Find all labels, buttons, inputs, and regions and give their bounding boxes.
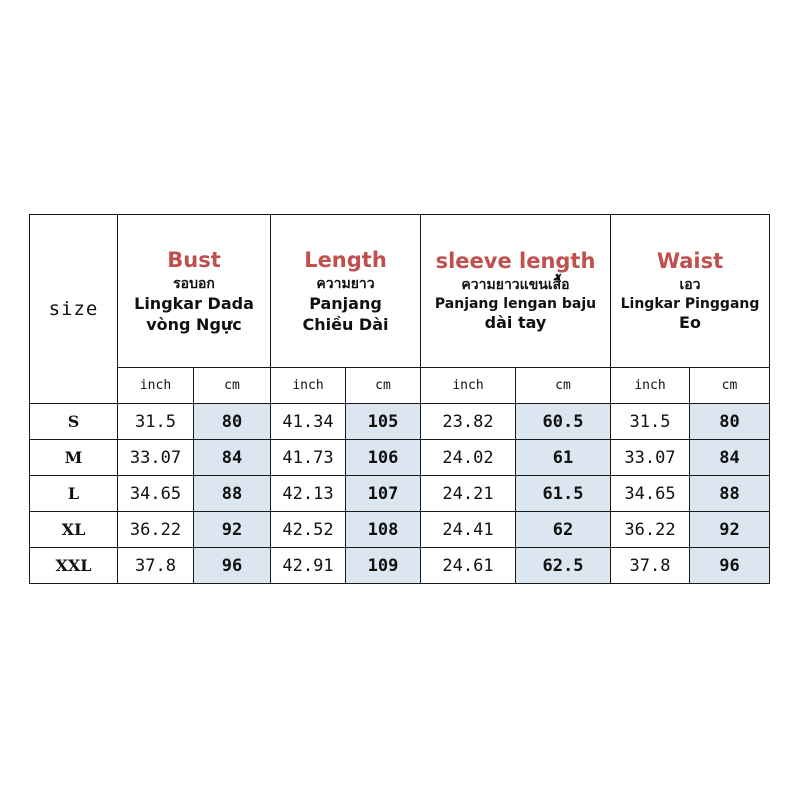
length-inch-unit: inch: [271, 368, 346, 404]
length-cm-value: 106: [346, 440, 421, 476]
waist-cm-value: 96: [690, 548, 770, 584]
bust-thai-label: รอบอก: [173, 276, 215, 293]
length-indonesian-label: Panjang: [309, 294, 382, 314]
bust-inch-value: 31.5: [118, 404, 194, 440]
sleeve-cm-value: 61.5: [516, 476, 611, 512]
length-cm-unit: cm: [346, 368, 421, 404]
bust-title: Bust: [167, 247, 221, 272]
length-inch-value: 41.34: [271, 404, 346, 440]
bust-cm-unit: cm: [194, 368, 271, 404]
length-header: [271, 215, 421, 368]
table-row: [30, 404, 770, 440]
waist-inch-value: 34.65: [611, 476, 690, 512]
sleeve-cm-value: 60.5: [516, 404, 611, 440]
sleeve-inch-unit: inch: [421, 368, 516, 404]
sleeve-inch-value: 23.82: [421, 404, 516, 440]
bust-header: [118, 215, 271, 368]
waist-cm-value: 84: [690, 440, 770, 476]
length-cm-value: 109: [346, 548, 421, 584]
waist-indonesian-label: Lingkar Pinggang: [620, 296, 760, 313]
sleeve-inch-value: 24.61: [421, 548, 516, 584]
bust-inch-value: 33.07: [118, 440, 194, 476]
length-thai-label: ความยาว: [316, 276, 375, 293]
waist-inch-value: 33.07: [611, 440, 690, 476]
table-row: [30, 548, 770, 584]
table-row: [30, 512, 770, 548]
waist-inch-value: 36.22: [611, 512, 690, 548]
bust-cm-value: 80: [194, 404, 271, 440]
sleeve-inch-value: 24.02: [421, 440, 516, 476]
waist-cm-value: 88: [690, 476, 770, 512]
size-label: XXL: [30, 548, 118, 584]
size-label: XL: [30, 512, 118, 548]
length-cm-value: 108: [346, 512, 421, 548]
sleeve-length-indonesian-label: Panjang lengan baju: [434, 296, 597, 313]
bust-cm-value: 84: [194, 440, 271, 476]
waist-title: Waist: [656, 249, 724, 274]
sleeve-cm-value: 62.5: [516, 548, 611, 584]
waist-cm-value: 80: [690, 404, 770, 440]
bust-inch-value: 37.8: [118, 548, 194, 584]
sleeve-inch-value: 24.21: [421, 476, 516, 512]
waist-vietnamese-label: Eo: [679, 313, 701, 333]
waist-cm-value: 92: [690, 512, 770, 548]
sleeve-length-thai-label: ความยาวแขนเสื้อ: [461, 277, 570, 294]
waist-header: [611, 215, 770, 368]
sleeve-length-title: sleeve length: [435, 249, 596, 274]
sleeve-inch-value: 24.41: [421, 512, 516, 548]
sleeve-length-header: [421, 215, 611, 368]
header-row: [30, 215, 770, 368]
size-label: L: [30, 476, 118, 512]
sleeve-cm-value: 61: [516, 440, 611, 476]
length-vietnamese-label: Chiều Dài: [302, 314, 389, 334]
waist-inch-value: 37.8: [611, 548, 690, 584]
waist-cm-unit: cm: [690, 368, 770, 404]
length-inch-value: 41.73: [271, 440, 346, 476]
waist-thai-label: เอว: [679, 277, 701, 294]
length-inch-value: 42.13: [271, 476, 346, 512]
length-inch-value: 42.52: [271, 512, 346, 548]
table-row: [30, 476, 770, 512]
sleeve-cm-unit: cm: [516, 368, 611, 404]
bust-vietnamese-label: vòng Ngực: [146, 314, 242, 334]
bust-cm-value: 96: [194, 548, 271, 584]
size-column-header: size: [30, 215, 118, 404]
sleeve-length-vietnamese-label: dài tay: [484, 313, 547, 333]
size-label: S: [30, 404, 118, 440]
length-cm-value: 107: [346, 476, 421, 512]
bust-cm-value: 88: [194, 476, 271, 512]
waist-inch-unit: inch: [611, 368, 690, 404]
sleeve-cm-value: 62: [516, 512, 611, 548]
waist-inch-value: 31.5: [611, 404, 690, 440]
bust-inch-value: 34.65: [118, 476, 194, 512]
bust-cm-value: 92: [194, 512, 271, 548]
bust-inch-unit: inch: [118, 368, 194, 404]
length-title: Length: [304, 247, 387, 272]
bust-indonesian-label: Lingkar Dada: [134, 294, 254, 314]
size-chart-table: [29, 214, 770, 584]
size-label: M: [30, 440, 118, 476]
length-cm-value: 105: [346, 404, 421, 440]
table-row: [30, 440, 770, 476]
unit-row: [30, 368, 770, 404]
bust-inch-value: 36.22: [118, 512, 194, 548]
length-inch-value: 42.91: [271, 548, 346, 584]
